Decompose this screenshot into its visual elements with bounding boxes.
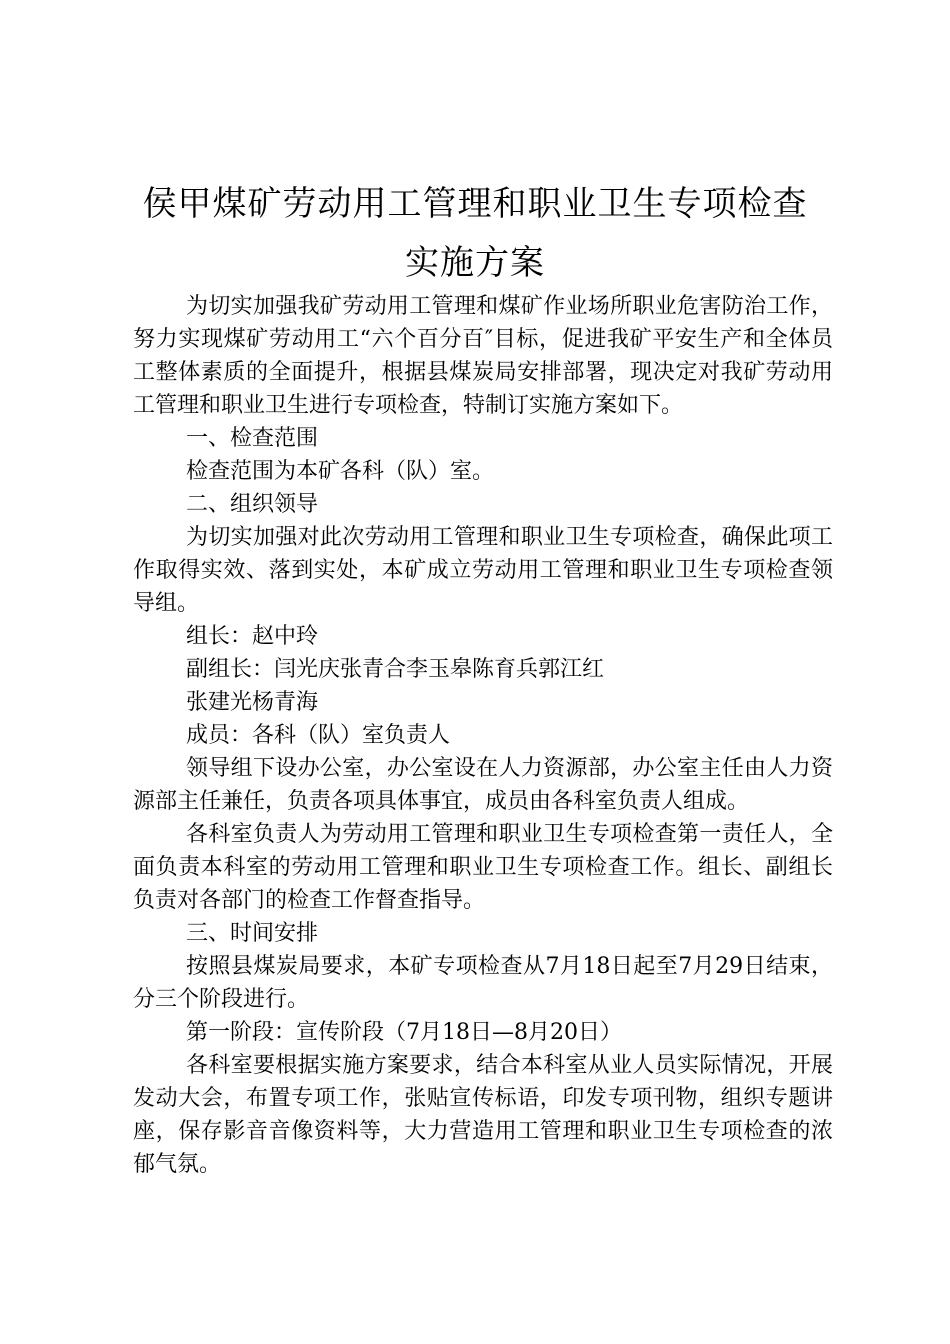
section-heading-schedule: 三、时间安排 [186, 921, 319, 946]
paragraph-deputy-leaders-cont: 张建光杨青海 [186, 690, 319, 715]
paragraph-responsibility: 各科室负责人为劳动用工管理和职业卫生专项检查第一责任人，全面负责本科室的劳动用工管理和职业卫生专项检查工作。组长、副组长负责对各部门的检查工作督查指导。 [133, 822, 833, 913]
section-heading-scope: 一、检查范围 [186, 426, 319, 451]
document-title-line-2: 实施方案 [405, 243, 545, 283]
paragraph-phase-one-heading: 第一阶段：宣传阶段（7月18日—8月20日） [186, 1020, 622, 1045]
document-body [133, 290, 833, 1181]
paragraph-phase-one: 各科室要根据实施方案要求，结合本科室从业人员实际情况，开展发动大会，布置专项工作，张贴宣传标语，印发专项刊物，组织专题讲座，保存影音音像资料等，大力营造用工管理和职业卫生专项检查的浓郁气氛。 [133, 1053, 833, 1177]
paragraph-leadership: 为切实加强对此次劳动用工管理和职业卫生专项检查，确保此项工作取得实效、落到实处，本矿成立劳动用工管理和职业卫生专项检查领导组。 [133, 525, 833, 616]
section-heading-leadership: 二、组织领导 [186, 492, 319, 517]
paragraph-team-leader: 组长：赵中玲 [186, 624, 319, 649]
paragraph-office: 领导组下设办公室，办公室设在人力资源部，办公室主任由人力资源部主任兼任，负责各项具体事宜，成员由各科室负责人组成。 [133, 756, 833, 814]
paragraph-intro: 为切实加强我矿劳动用工管理和煤矿作业场所职业危害防治工作，努力实现煤矿劳动用工“六个百分百″目标，促进我矿平安生产和全体员工整体素质的全面提升，根据县煤炭局安排部署，现决定对我矿劳动用工管理和职业卫生进行专项检查，特制订实施方案如下。 [133, 294, 833, 418]
paragraph-schedule: 按照县煤炭局要求，本矿专项检查从7月18日起至7月29日结束，分三个阶段进行。 [133, 954, 833, 1012]
paragraph-deputy-leaders: 副组长：闫光庆张青合李玉皋陈育兵郭江红 [186, 657, 605, 682]
document-title-line-1: 侯甲煤矿劳动用工管理和职业卫生专项检查 [142, 184, 808, 224]
paragraph-scope: 检查范围为本矿各科（队）室。 [186, 459, 495, 484]
paragraph-members: 成员：各科（队）室负责人 [186, 723, 451, 748]
